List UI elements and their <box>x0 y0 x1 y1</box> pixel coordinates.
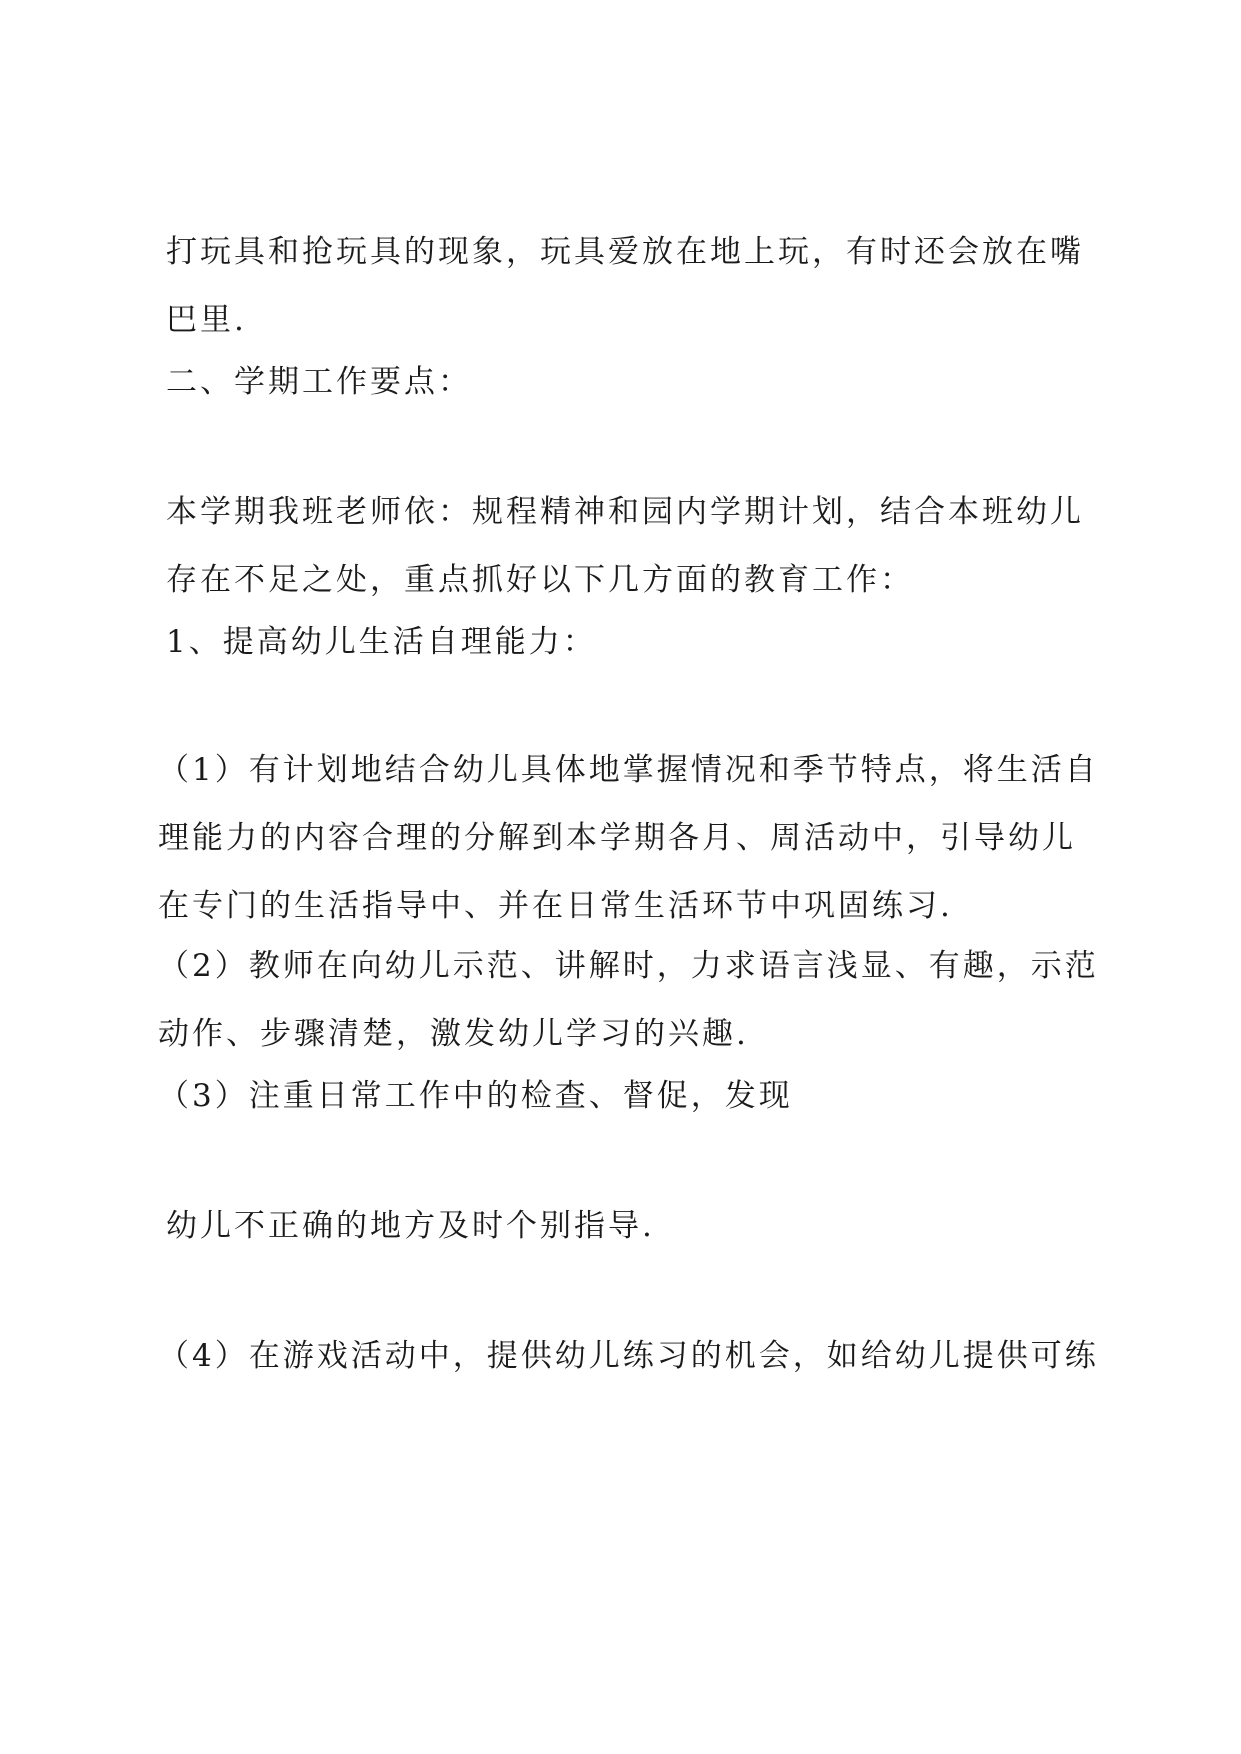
paragraph-item-2 <box>158 932 1099 1068</box>
paragraph-item-3 <box>158 1062 1078 1130</box>
text-line: 幼儿不正确的地方及时个别指导. <box>166 1208 655 1244</box>
paragraph-item-3-continued <box>166 1192 1086 1260</box>
text-line: 本学期我班老师依：规程精神和园内学期计划，结合本班幼儿 <box>166 494 1084 530</box>
text-line: 1、提高幼儿生活自理能力： <box>166 624 597 660</box>
text-line: 打玩具和抢玩具的现象，玩具爱放在地上玩，有时还会放在嘴 <box>166 234 1084 270</box>
heading-self-care-ability <box>166 608 1086 676</box>
text-line: 动作、步骤清楚，激发幼儿学习的兴趣. <box>158 1016 749 1052</box>
text-line: （1）有计划地结合幼儿具体地掌握情况和季节特点，将生活自 <box>158 752 1099 788</box>
text-line: 二、学期工作要点： <box>166 364 472 400</box>
paragraph-toy-behavior <box>166 218 1086 354</box>
text-line: 在专门的生活指导中、并在日常生活环节中巩固练习. <box>158 888 953 924</box>
text-line: 理能力的内容合理的分解到本学期各月、周活动中，引导幼儿 <box>158 820 1076 856</box>
text-line: （3）注重日常工作中的检查、督促，发现 <box>158 1078 793 1114</box>
text-line: 存在不足之处，重点抓好以下几方面的教育工作： <box>166 562 914 598</box>
text-line: 巴里. <box>166 302 247 338</box>
paragraph-semester-plan <box>166 478 1086 614</box>
heading-semester-key-points <box>166 348 1086 416</box>
paragraph-item-4 <box>158 1322 1099 1390</box>
text-line: （4）在游戏活动中，提供幼儿练习的机会，如给幼儿提供可练 <box>158 1338 1099 1374</box>
paragraph-item-1 <box>158 736 1099 940</box>
text-line: （2）教师在向幼儿示范、讲解时，力求语言浅显、有趣，示范 <box>158 948 1099 984</box>
